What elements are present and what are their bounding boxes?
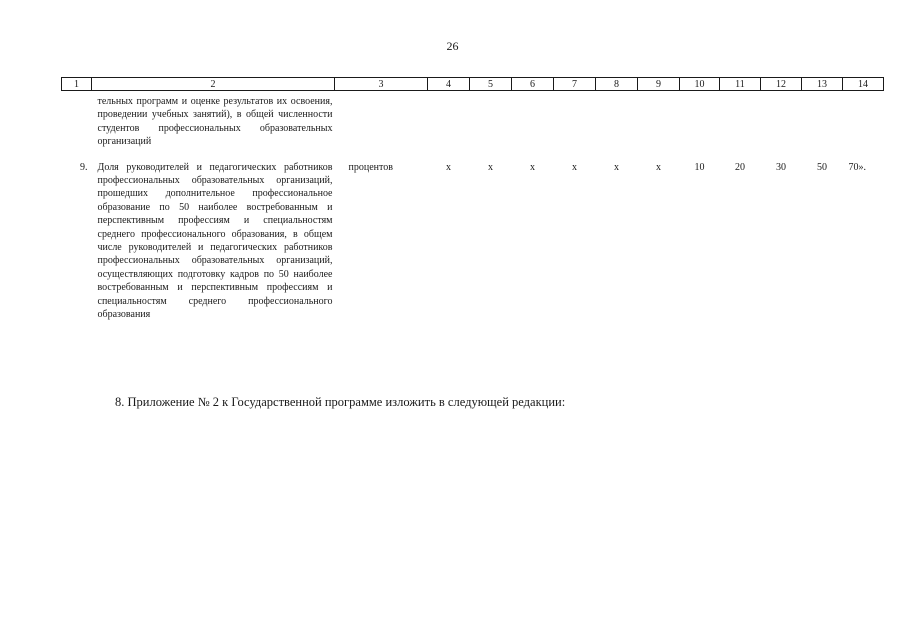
value-cell — [428, 91, 470, 161]
indicators-table — [61, 77, 884, 322]
row-number: 9. — [80, 161, 88, 173]
column-header: 9 — [638, 78, 680, 91]
column-header: 7 — [554, 78, 596, 91]
value-cell: х — [488, 161, 493, 173]
indicator-description: тельных программ и оценке результатов их освоения, проведении учебных занятий), в общей численности студентов профессиональных образовательных организаций — [97, 96, 333, 148]
value-cell — [720, 91, 761, 161]
value-cell — [512, 91, 554, 161]
value-cell — [843, 91, 884, 161]
value-cell: 70». — [848, 161, 866, 173]
column-header: 10 — [680, 78, 720, 91]
value-cell: 50 — [817, 161, 827, 173]
value-cell — [761, 91, 802, 161]
column-header: 12 — [761, 78, 802, 91]
unit-cell — [335, 91, 428, 161]
column-header: 2 — [92, 78, 335, 91]
body-paragraph: 8. Приложение № 2 к Государственной программе изложить в следующей редакции: — [115, 395, 566, 409]
value-cell: х — [572, 161, 577, 173]
column-header: 4 — [428, 78, 470, 91]
page-number: 26 — [446, 39, 459, 53]
value-cell: 10 — [694, 161, 705, 173]
column-header: 6 — [512, 78, 554, 91]
column-header: 5 — [470, 78, 512, 91]
column-header: 13 — [802, 78, 843, 91]
value-cell — [680, 91, 720, 161]
column-header: 3 — [335, 78, 428, 91]
value-cell — [554, 91, 596, 161]
value-cell — [470, 91, 512, 161]
row-number — [62, 91, 92, 161]
value-cell — [638, 91, 680, 161]
column-header: 11 — [720, 78, 761, 91]
column-header: 1 — [62, 78, 92, 91]
value-cell — [596, 91, 638, 161]
value-cell: 30 — [776, 161, 786, 173]
column-header: 14 — [843, 78, 884, 91]
value-cell: х — [656, 161, 661, 173]
value-cell — [802, 91, 843, 161]
column-number-row — [62, 78, 884, 91]
table-row — [62, 161, 884, 322]
value-cell: х — [614, 161, 619, 173]
value-cell: х — [530, 161, 535, 173]
indicator-description: Доля руководителей и педагогических работников профессиональных образовательных организаций, прошедших дополнительное профессиональное образование по 50 наиболее востребованным и перспективным профессиям и специальностям среднего профессионального образования, в общем числе руководителей и педагогических работников профессиональных образовательных организаций, осуществляющих подготовку кадров по 50 наиболее востребованным и перспективным профессиям и специальностям среднего профессионального образования — [97, 161, 333, 321]
value-cell: 20 — [735, 161, 745, 173]
table-row — [62, 91, 884, 161]
value-cell: х — [446, 161, 451, 173]
unit-cell: процентов — [348, 161, 393, 173]
column-header: 8 — [596, 78, 638, 91]
